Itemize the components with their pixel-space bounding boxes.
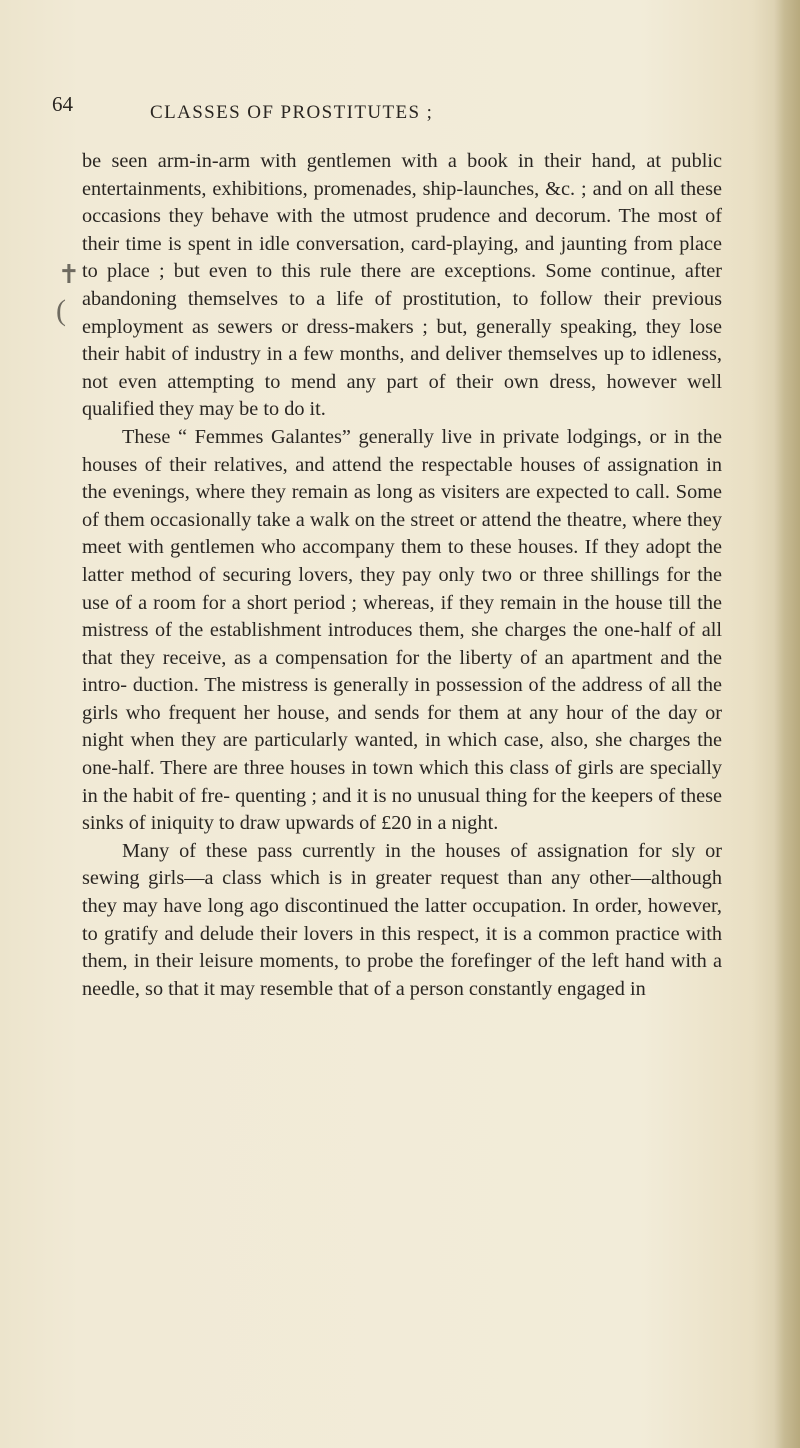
running-head: CLASSES OF PROSTITUTES ; — [150, 102, 434, 123]
page-edge-shadow — [774, 0, 800, 1448]
margin-pencil-mark: ✝ — [58, 260, 80, 289]
page-number: 64 — [52, 92, 73, 116]
paragraph: Many of these pass currently in the houses of assignation for sly or sewing girls—a class which is in greater request than any other—although they may have long ago discontinued the latter occupation. In order, however, to gratify and delude their lovers in this respect, it is a common practice with them, in their leisure moments, to probe the forefinger of the left hand with a needle, so that it may resemble that of a person constantly engaged in — [82, 839, 722, 1000]
paragraph: These “ Femmes Galantes” generally live in private lodgings, or in the houses of their relatives, and attend the respectable houses of assignation in the evenings, where they remain as long as visiters are expected to call. Some of them occasionally take a walk on the street or attend the theatre, where they meet with gentlemen who accompany them to these houses. If they adopt the latter method of securing lovers, they pay only two or three shillings for the use of a room for a short period ; whereas, if they remain in the house till the mistress of the establishment introduces them, she charges the one-half of all that they receive, as a compensation for the liberty of an apartment and the intro- duction. The mistress is generally in possession of the address of all the girls who frequent her house, and sends for them at any hour of the day or night when they are particularly wanted, in which case, also, she charges the one-half. There are three houses in town which this class of girls are specially in the habit of fre- quenting ; and it is no unusual thing for the keepers of these sinks of iniquity to draw upwards of £20 in a night. — [82, 425, 722, 835]
margin-pencil-bracket: ( — [56, 294, 66, 327]
paragraph: be seen arm-in-arm with gentlemen with a book in their hand, at public entertainments, exhibitions, promenades, ship-launches, &c. ; and on all these occasions they behave with the utmost prudence and decorum. The most of their time is spent in idle conversation, card-playing, and jaunting from place to place ; but even to this rule there are exceptions. Some continue, after abandoning themselves to a life of prostitution, to follow their previous employment as sewers or dress-makers ; but, generally speaking, they lose their habit of industry in a few months, and deliver themselves up to idleness, not even attempting to mend any part of their own dress, however well qualified they may be to do it. — [82, 150, 722, 421]
body-text — [82, 148, 722, 1003]
